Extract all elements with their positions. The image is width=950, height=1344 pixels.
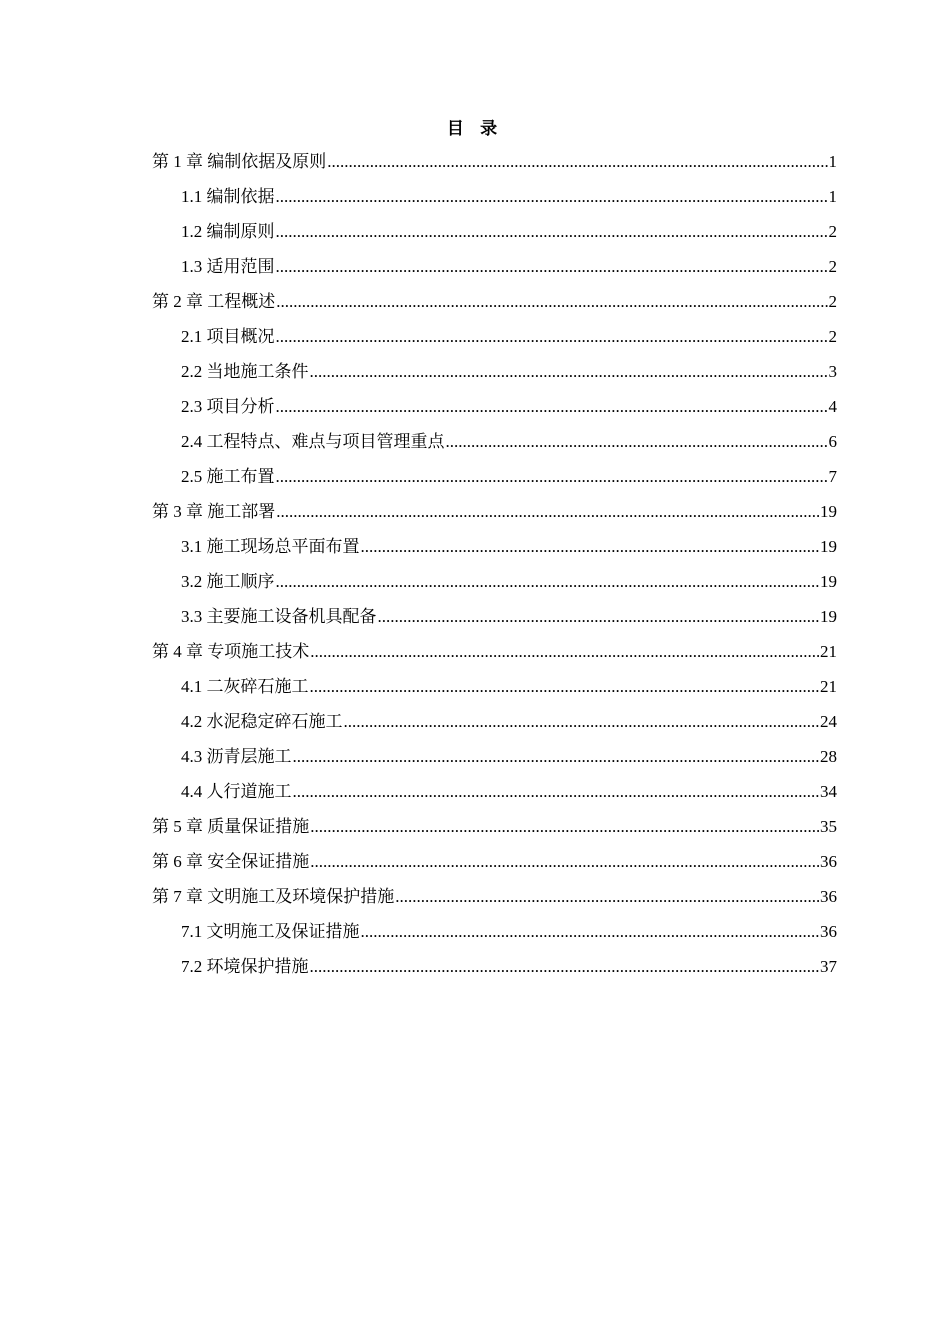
toc-section-entry[interactable] [152, 535, 837, 570]
toc-dot-leader [395, 885, 819, 909]
toc-section-entry[interactable] [152, 220, 837, 255]
toc-entry-title: 第 4 章 专项施工技术 [152, 642, 310, 661]
toc-entry-title: 第 2 章 工程概述 [152, 292, 276, 311]
toc-dot-leader [276, 395, 828, 419]
toc-entry-title: 2.4 工程特点、难点与项目管理重点 [181, 432, 445, 451]
toc-dot-leader [310, 640, 819, 664]
table-of-contents [152, 150, 837, 990]
toc-page-number: 37 [820, 957, 837, 976]
toc-dot-leader [293, 780, 820, 804]
toc-entry-title: 1.3 适用范围 [181, 257, 275, 276]
toc-entry-title: 第 1 章 编制依据及原则 [152, 152, 327, 171]
toc-section-entry[interactable] [152, 570, 837, 605]
toc-chapter-entry[interactable] [152, 850, 837, 885]
toc-dot-leader [446, 430, 828, 454]
toc-section-entry[interactable] [152, 745, 837, 780]
toc-page-number: 21 [820, 677, 837, 696]
toc-section-entry[interactable] [152, 920, 837, 955]
toc-section-entry[interactable] [152, 255, 837, 290]
toc-page-number: 24 [820, 712, 837, 731]
toc-page-number: 21 [820, 642, 837, 661]
toc-page-number: 19 [820, 607, 837, 626]
toc-dot-leader [276, 325, 828, 349]
toc-entry-title: 第 7 章 文明施工及环境保护措施 [152, 887, 395, 906]
toc-dot-leader [276, 220, 828, 244]
toc-entry-title: 2.1 项目概况 [181, 327, 275, 346]
toc-dot-leader [310, 815, 819, 839]
toc-dot-leader [293, 745, 820, 769]
toc-entry-title: 2.2 当地施工条件 [181, 362, 309, 381]
toc-page-number: 19 [820, 537, 837, 556]
toc-page-number: 1 [828, 152, 837, 171]
toc-page-number: 1 [828, 187, 837, 206]
toc-title: 目 录 [446, 119, 504, 138]
toc-dot-leader [276, 255, 828, 279]
toc-entry-title: 4.3 沥青层施工 [181, 747, 292, 766]
toc-entry-title: 3.2 施工顺序 [181, 572, 275, 591]
toc-entry-title: 4.2 水泥稳定碎石施工 [181, 712, 343, 731]
toc-section-entry[interactable] [152, 955, 837, 990]
toc-dot-leader [276, 500, 819, 524]
toc-dot-leader [344, 710, 820, 734]
toc-section-entry[interactable] [152, 395, 837, 430]
toc-section-entry[interactable] [152, 780, 837, 815]
toc-entry-title: 2.3 项目分析 [181, 397, 275, 416]
toc-page-number: 28 [820, 747, 837, 766]
toc-section-entry[interactable] [152, 465, 837, 500]
toc-chapter-entry[interactable] [152, 500, 837, 535]
toc-chapter-entry[interactable] [152, 815, 837, 850]
toc-entry-title: 第 6 章 安全保证措施 [152, 852, 310, 871]
toc-entry-title: 4.1 二灰碎石施工 [181, 677, 309, 696]
toc-entry-title: 3.3 主要施工设备机具配备 [181, 607, 377, 626]
toc-entry-title: 4.4 人行道施工 [181, 782, 292, 801]
toc-chapter-entry[interactable] [152, 290, 837, 325]
toc-page-number: 4 [828, 397, 837, 416]
toc-dot-leader [378, 605, 820, 629]
toc-dot-leader [361, 920, 820, 944]
toc-page-number: 2 [828, 257, 837, 276]
toc-page-number: 34 [820, 782, 837, 801]
toc-chapter-entry[interactable] [152, 885, 837, 920]
toc-section-entry[interactable] [152, 605, 837, 640]
toc-page-number: 36 [820, 852, 837, 871]
toc-page-number: 19 [820, 572, 837, 591]
toc-section-entry[interactable] [152, 325, 837, 360]
toc-entry-title: 1.2 编制原则 [181, 222, 275, 241]
toc-section-entry[interactable] [152, 675, 837, 710]
toc-page-number: 2 [828, 222, 837, 241]
toc-entry-title: 2.5 施工布置 [181, 467, 275, 486]
toc-entry-title: 1.1 编制依据 [181, 187, 275, 206]
toc-page-number: 2 [828, 292, 837, 311]
toc-dot-leader [310, 955, 820, 979]
toc-chapter-entry[interactable] [152, 150, 837, 185]
toc-dot-leader [276, 185, 828, 209]
toc-dot-leader [276, 290, 827, 314]
toc-page-number: 35 [820, 817, 837, 836]
toc-page-number: 6 [828, 432, 837, 451]
toc-dot-leader [310, 675, 820, 699]
toc-entry-title: 3.1 施工现场总平面布置 [181, 537, 360, 556]
toc-dot-leader [361, 535, 820, 559]
toc-dot-leader [327, 150, 827, 174]
toc-chapter-entry[interactable] [152, 640, 837, 675]
toc-section-entry[interactable] [152, 430, 837, 465]
toc-dot-leader [310, 850, 819, 874]
toc-page-number: 36 [820, 922, 837, 941]
toc-page-number: 36 [820, 887, 837, 906]
toc-page-number: 19 [820, 502, 837, 521]
toc-entry-title: 7.2 环境保护措施 [181, 957, 309, 976]
toc-entry-title: 7.1 文明施工及保证措施 [181, 922, 360, 941]
toc-page-number: 2 [828, 327, 837, 346]
toc-dot-leader [276, 465, 828, 489]
toc-section-entry[interactable] [152, 185, 837, 220]
toc-page-number: 7 [828, 467, 837, 486]
toc-entry-title: 第 3 章 施工部署 [152, 502, 276, 521]
toc-dot-leader [276, 570, 820, 594]
toc-section-entry[interactable] [152, 710, 837, 745]
toc-dot-leader [310, 360, 828, 384]
toc-section-entry[interactable] [152, 360, 837, 395]
toc-page-number: 3 [828, 362, 837, 381]
toc-entry-title: 第 5 章 质量保证措施 [152, 817, 310, 836]
